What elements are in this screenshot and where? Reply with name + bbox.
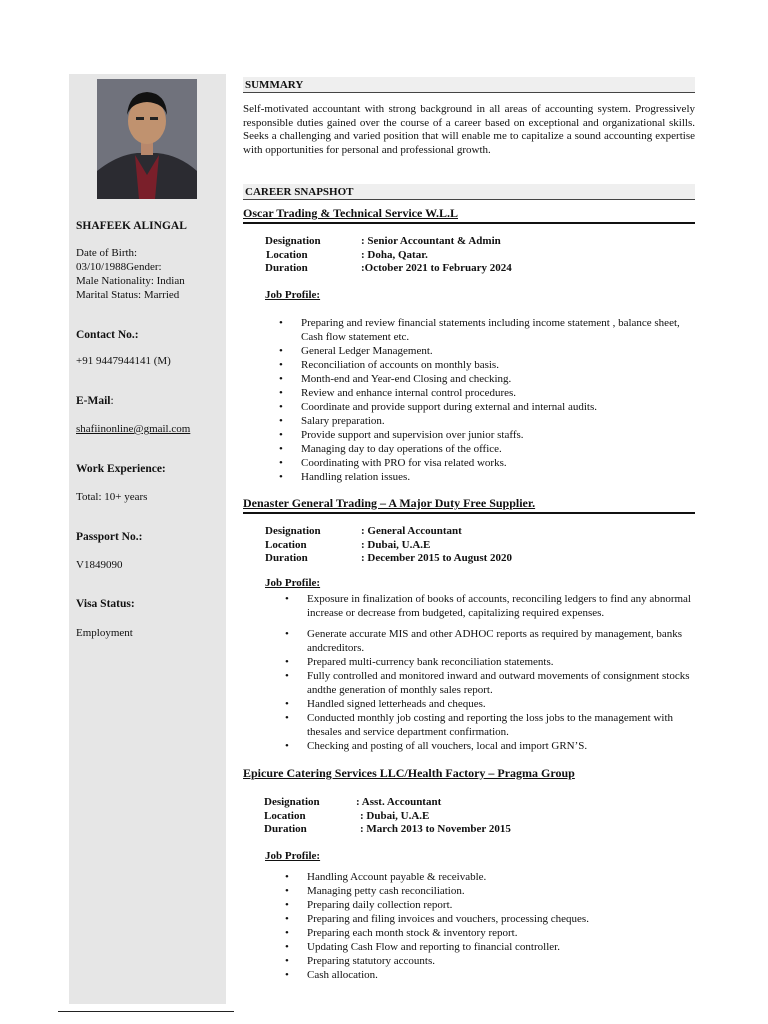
dob-label: Date of Birth: (76, 247, 138, 259)
duty-item: • Preparing and review financial statements including income statement , balance sheet, Cash flow statement etc. (301, 316, 695, 344)
duty-item: • Reconciliation of accounts on monthly basis. (301, 358, 695, 372)
duty-item: • Provide support and supervision over junior staffs. (301, 428, 695, 442)
duration-value: : December 2015 to August 2020 (361, 552, 513, 564)
email-heading (76, 395, 114, 407)
duty-item: • Checking and posting of all vouchers, local and import GRN’S. (307, 739, 695, 753)
duty-item: • Preparing each month stock & inventory report. (307, 926, 695, 940)
designation-label: Designation (265, 525, 321, 537)
personal-details (76, 246, 185, 302)
duty-item: • Handling Account payable & receivable. (307, 870, 695, 884)
duty-item: • Coordinating with PRO for visa related works. (301, 456, 695, 470)
duty-item: • Managing petty cash reconciliation. (307, 884, 695, 898)
bottom-rule (58, 1011, 234, 1012)
summary-heading: SUMMARY (243, 77, 695, 93)
duty-item: • Preparing and filing invoices and vouchers, processing cheques. (307, 912, 695, 926)
duty-item: • Generate accurate MIS and other ADHOC reports as required by management, banks andcreditors. (307, 627, 695, 655)
visa-label: Visa Status: (76, 598, 135, 610)
passport-value: V1849090 (76, 559, 123, 571)
location-label: Location (264, 809, 306, 822)
duty-item: • Cash allocation. (307, 968, 695, 982)
job-profile-label: Job Profile: (265, 577, 321, 589)
duty-list (301, 316, 695, 484)
company-name: Epicure Catering Services LLC/Health Factory – Pragma Group (243, 766, 575, 780)
location-label: Location (265, 538, 307, 551)
job-details (265, 525, 695, 567)
duration-value: :October 2021 to February 2024 (361, 262, 512, 274)
job-profile-label: Job Profile: (265, 289, 321, 301)
email-label: E-Mail (76, 395, 111, 407)
dob-line: 03/10/1988Gender: (76, 261, 162, 273)
designation-label: Designation (265, 235, 321, 247)
work-experience-label: Work Experience: (76, 463, 166, 475)
duration-label: Duration (264, 823, 307, 835)
location-value: : Dubai, U.A.E (360, 809, 430, 822)
duty-item: • Handled signed letterheads and cheques. (307, 697, 695, 711)
duty-list (307, 627, 695, 753)
contact-label: Contact No.: (76, 329, 139, 341)
job-details (265, 235, 695, 277)
duty-list (307, 870, 695, 982)
job-details (264, 796, 694, 838)
company-name: Denaster General Trading – A Major Duty Free Supplier. (243, 496, 695, 514)
nationality-line: Male Nationality: Indian (76, 275, 185, 287)
duty-item: • Prepared multi-currency bank reconciliation statements. (307, 655, 695, 669)
career-heading: CAREER SNAPSHOT (243, 184, 695, 200)
email-colon: : (110, 395, 114, 407)
duty-item: • Managing day to day operations of the office. (301, 442, 695, 456)
company-name: Oscar Trading & Technical Service W.L.L (243, 206, 695, 224)
designation-value: : Asst. Accountant (356, 796, 442, 808)
duty-item: • Updating Cash Flow and reporting to financial controller. (307, 940, 695, 954)
duty-item: • Preparing daily collection report. (307, 898, 695, 912)
duty-item: • Conducted monthly job costing and reporting the loss jobs to the management with thesales and service department confirmation. (307, 711, 695, 739)
duty-item: • Salary preparation. (301, 414, 695, 428)
location-value: : Doha, Qatar. (361, 248, 428, 261)
duty-item: • Exposure in finalization of books of accounts, reconciling ledgers to find any abnormal increase or decrease from budgeted, capitalizing required expenses. (307, 592, 695, 620)
duty-item: • Handling relation issues. (301, 470, 695, 484)
profile-photo-image (97, 79, 197, 199)
work-experience-value: Total: 10+ years (76, 491, 148, 503)
profile-photo (97, 79, 197, 199)
summary-text: Self-motivated accountant with strong background in all areas of accounting system. Progressively responsible duties gained over the course of a career based on exceptional and organizational skills. Seeks a challenging and varied position that will enable me to capitalize a sound accounting expertise with opportunities for personal and professional growth. (243, 103, 695, 156)
duty-item: • Month-end and Year-end Closing and checking. (301, 372, 695, 386)
location-value: : Dubai, U.A.E (361, 538, 431, 551)
visa-value: Employment (76, 627, 133, 639)
location-label: Location (266, 248, 308, 261)
duty-item: • Coordinate and provide support during external and internal audits. (301, 400, 695, 414)
duration-value: : March 2013 to November 2015 (360, 823, 511, 835)
duration-label: Duration (265, 552, 308, 564)
designation-value: : Senior Accountant & Admin (361, 235, 501, 247)
designation-label: Designation (264, 796, 320, 808)
candidate-name: SHAFEEK ALINGAL (76, 220, 187, 232)
designation-value: : General Accountant (361, 525, 462, 537)
passport-label: Passport No.: (76, 531, 143, 543)
contact-value: +91 9447944141 (M) (76, 355, 171, 367)
email-link[interactable]: shafiinonline@gmail.com (76, 423, 191, 435)
duration-label: Duration (265, 262, 308, 274)
duty-list (307, 592, 695, 620)
duty-item: • Review and enhance internal control procedures. (301, 386, 695, 400)
job-profile-label: Job Profile: (265, 850, 321, 862)
duty-item: • Fully controlled and monitored inward and outward movements of consignment stocks andthe generation of monthly sales report. (307, 669, 695, 697)
marital-line: Marital Status: Married (76, 289, 180, 301)
duty-item: • General Ledger Management. (301, 344, 695, 358)
duty-item: • Preparing statutory accounts. (307, 954, 695, 968)
